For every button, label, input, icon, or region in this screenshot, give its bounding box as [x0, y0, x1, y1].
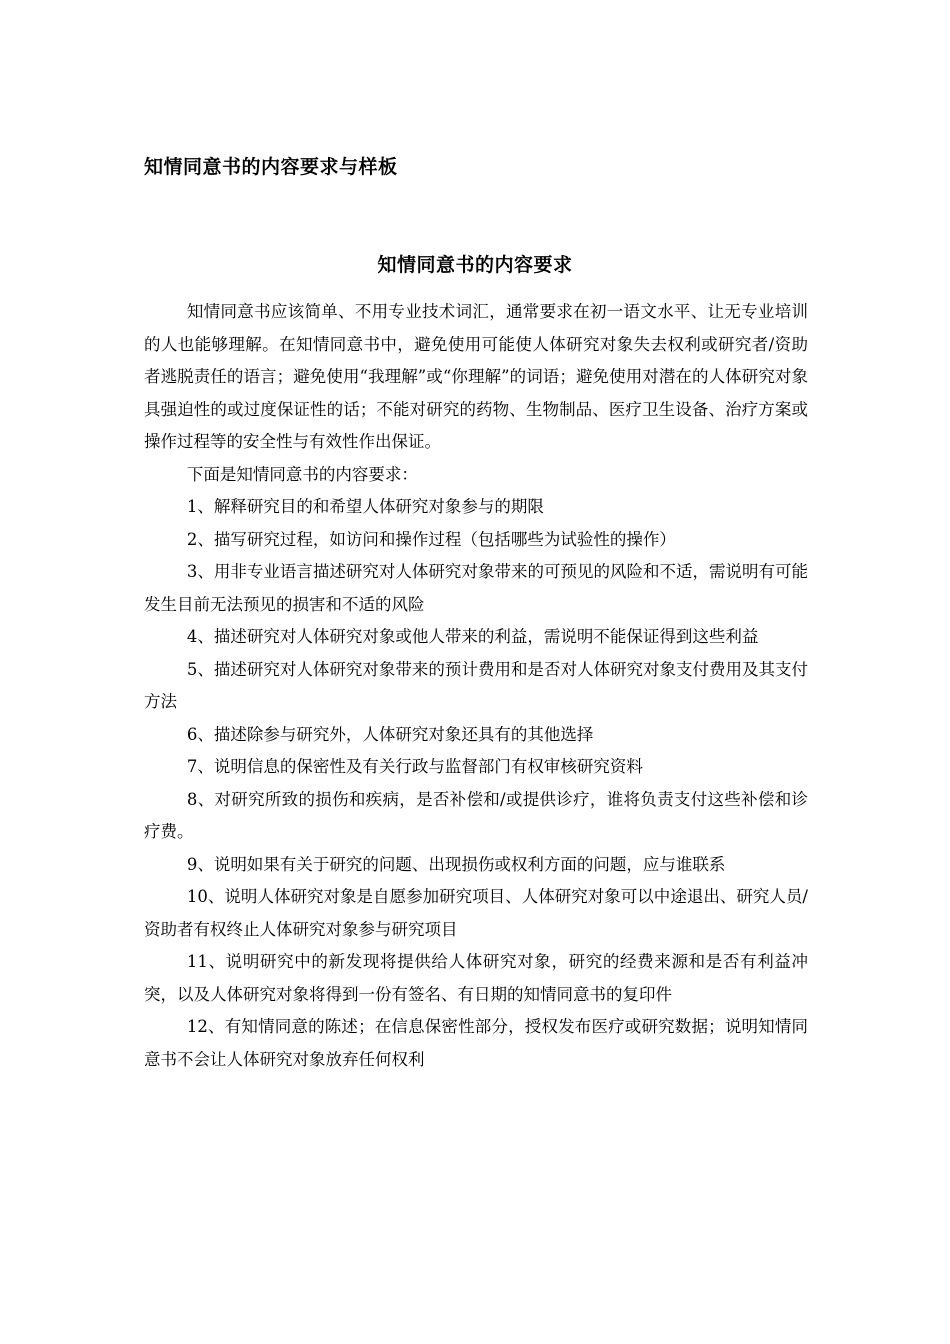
document-title: 知情同意书的内容要求与样板	[144, 156, 398, 178]
lead-paragraph: 下面是知情同意书的内容要求：	[186, 464, 418, 484]
requirement-item-2: 2、描写研究过程，如访问和操作过程（包括哪些为试验性的操作）	[186, 529, 676, 549]
requirement-item-5: 5、描述研究对人体研究对象带来的预计费用和是否对人体研究对象支付费用及其支付方法	[144, 659, 808, 711]
requirement-item-12: 12、有知情同意的陈述；在信息保密性部分，授权发布医疗或研究数据；说明知情同意书不会让人体研究对象放弃任何权利	[144, 1017, 808, 1069]
requirement-item-9: 9、说明如果有关于研究的问题、出现损伤或权利方面的问题，应与谁联系	[186, 854, 726, 874]
requirement-item-7: 7、说明信息的保密性及有关行政与监督部门有权审核研究资料	[186, 757, 643, 776]
requirement-item-4: 4、描述研究对人体研究对象或他人带来的利益，需说明不能保证得到这些利益	[186, 627, 759, 646]
intro-paragraph: 知情同意书应该简单、不用专业技术词汇，通常要求在初一语文水平、让无专业培训的人也能够理解。在知情同意书中，避免使用可能使人体研究对象失去权利或研究者/资助者逃脱责任的语言；避免使用“我理解”或“你理解”的词语；避免使用对潜在的人体研究对象具强迫性的或过度保证性的话；不能对研究的药物、生物制品、医疗卫生设备、治疗方案或操作过程等的安全性与有效性作出保证。	[144, 302, 808, 451]
requirement-item-11: 11、说明研究中的新发现将提供给人体研究对象，研究的经费来源和是否有利益冲突，以及人体研究对象将得到一份有签名、有日期的知情同意书的复印件	[144, 952, 808, 1004]
requirement-item-3: 3、用非专业语言描述研究对人体研究对象带来的可预见的风险和不适，需说明有可能发生目前无法预见的损害和不适的风险	[144, 562, 808, 614]
requirement-item-1: 1、解释研究目的和希望人体研究对象参与的期限	[186, 497, 544, 516]
requirement-item-10: 10、说明人体研究对象是自愿参加研究项目、人体研究对象可以中途退出、研究人员/资助者有权终止人体研究对象参与研究项目	[144, 887, 808, 939]
requirement-item-8: 8、对研究所致的损伤和疾病，是否补偿和/或提供诊疗，谁将负责支付这些补偿和诊疗费。	[144, 789, 808, 841]
requirement-item-6: 6、描述除参与研究外，人体研究对象还具有的其他选择	[186, 724, 594, 744]
document-body	[144, 296, 808, 1076]
section-title: 知情同意书的内容要求	[377, 254, 573, 276]
